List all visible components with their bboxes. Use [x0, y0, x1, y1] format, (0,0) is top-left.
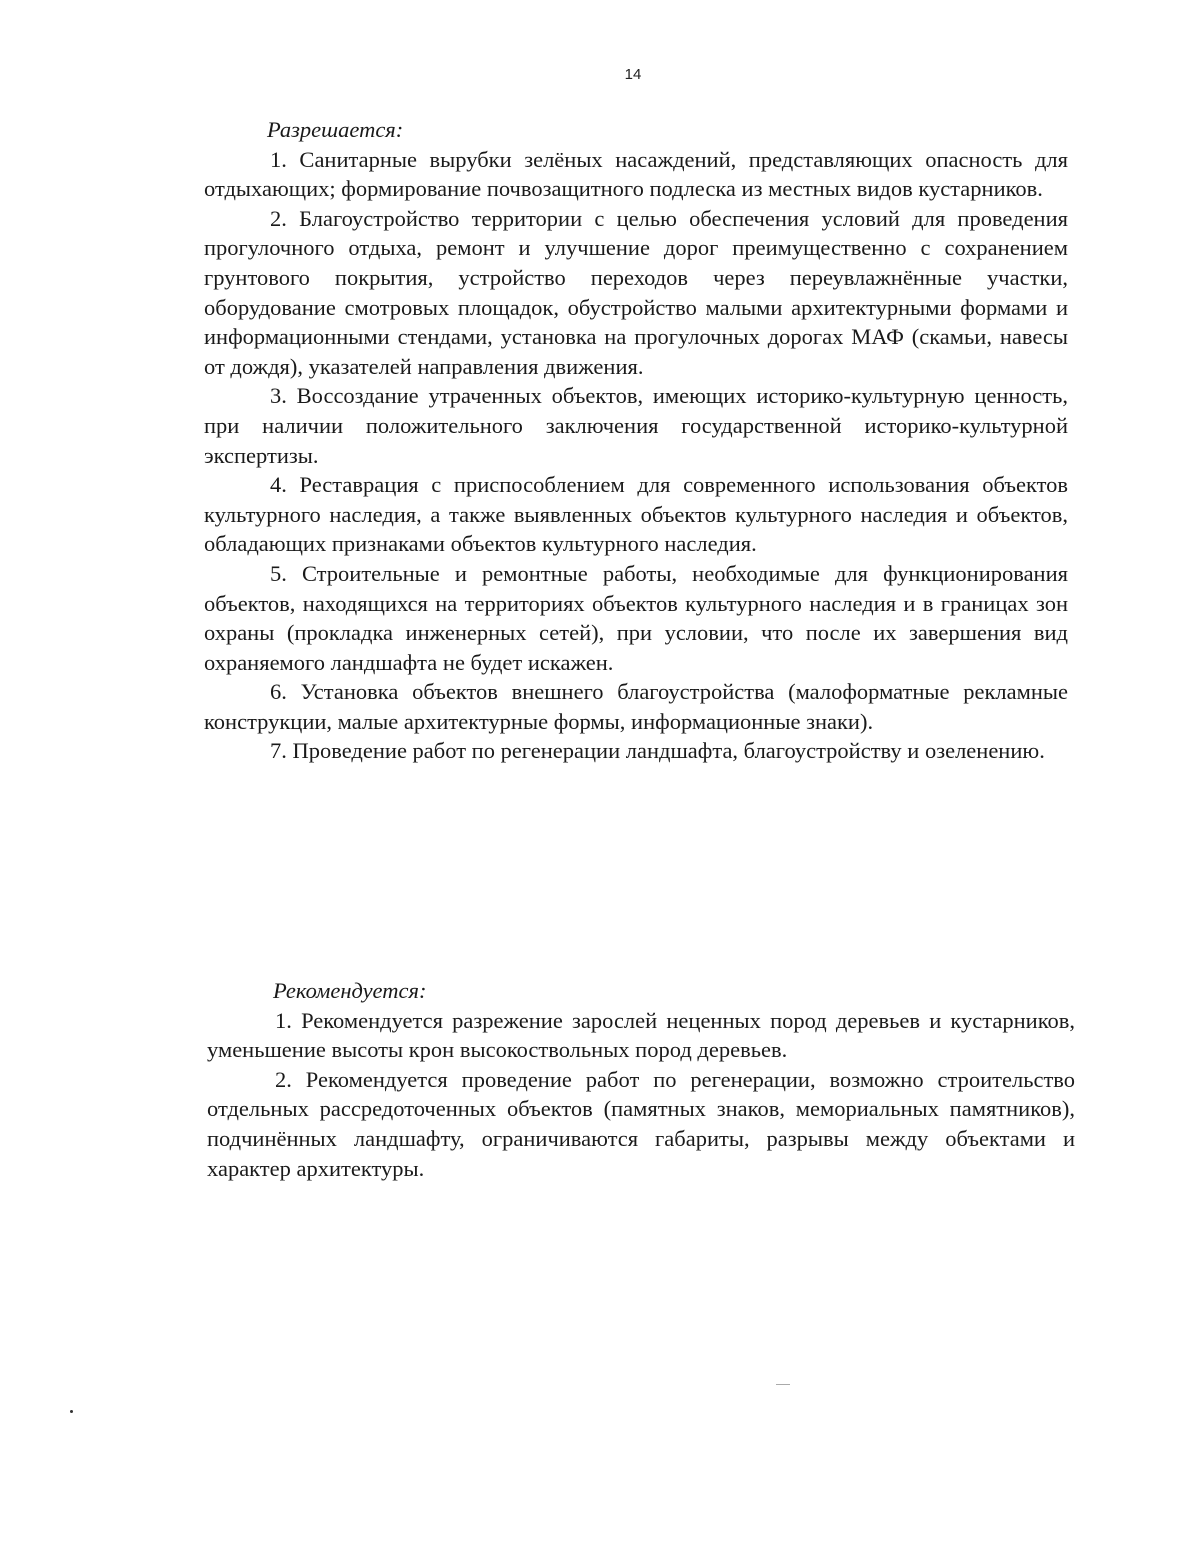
scan-mark: [776, 1384, 790, 1385]
recommended-heading: Рекомендуется:: [273, 978, 427, 1003]
allowed-item-6: 6. Установка объектов внешнего благоустройства (малоформатные рекламные конструкции, малые архитектурные формы, информационные знаки).: [204, 679, 1068, 734]
recommended-section: [207, 976, 1075, 1183]
page-number: 14: [624, 66, 642, 83]
allowed-item-1: 1. Санитарные вырубки зелёных насаждений, представляющих опасность для отдыхающих; формирование почвозащитного подлеска из местных видов кустарников.: [204, 146, 1068, 202]
allowed-item-4: 4. Реставрация с приспособлением для современного использования объектов культурного наследия, а также выявленных объектов культурного наследия и объектов, обладающих признаками объектов культурного наследия.: [204, 472, 1068, 557]
allowed-item-5: 5. Строительные и ремонтные работы, необходимые для функционирования объектов, находящихся на территориях объектов культурного наследия и в границах зон охраны (прокладка инженерных сетей), при условии, что после их завершения вид охраняемого ландшафта не будет искажен.: [204, 560, 1068, 675]
scan-speck: [70, 1410, 73, 1413]
recommended-item-1: 1. Рекомендуется разрежение зарослей неценных пород деревьев и кустарников, уменьшение высоты крон высокоствольных пород деревьев.: [207, 1007, 1075, 1063]
allowed-item-7: 7. Проведение работ по регенерации ландшафта, благоустройству и озеленению.: [270, 738, 1045, 764]
allowed-section: [204, 115, 1068, 766]
recommended-item-2: 2. Рекомендуется проведение работ по регенерации, возможно строительство отдельных рассредоточенных объектов (памятных знаков, мемориальных памятников), подчинённых ландшафту, ограничиваются габариты, разрывы между объектами и характер архитектуры.: [207, 1066, 1075, 1181]
allowed-heading: Разрешается:: [267, 117, 404, 142]
allowed-item-2: 2. Благоустройство территории с целью обеспечения условий для проведения прогулочного отдыха, ремонт и улучшение дорог преимущественно с сохранением грунтового покрытия, устройство переходов через переувлажнённые участки, оборудование смотровых площадок, обустройство малыми архитектурными формами и информационными стендами, установка на прогулочных дорогах МАФ (скамьи, навесы от дождя), указателей направления движения.: [204, 205, 1068, 379]
allowed-item-3: 3. Воссоздание утраченных объектов, имеющих историко-культурную ценность, при наличии положительного заключения государственной историко-культурной экспертизы.: [204, 383, 1068, 468]
